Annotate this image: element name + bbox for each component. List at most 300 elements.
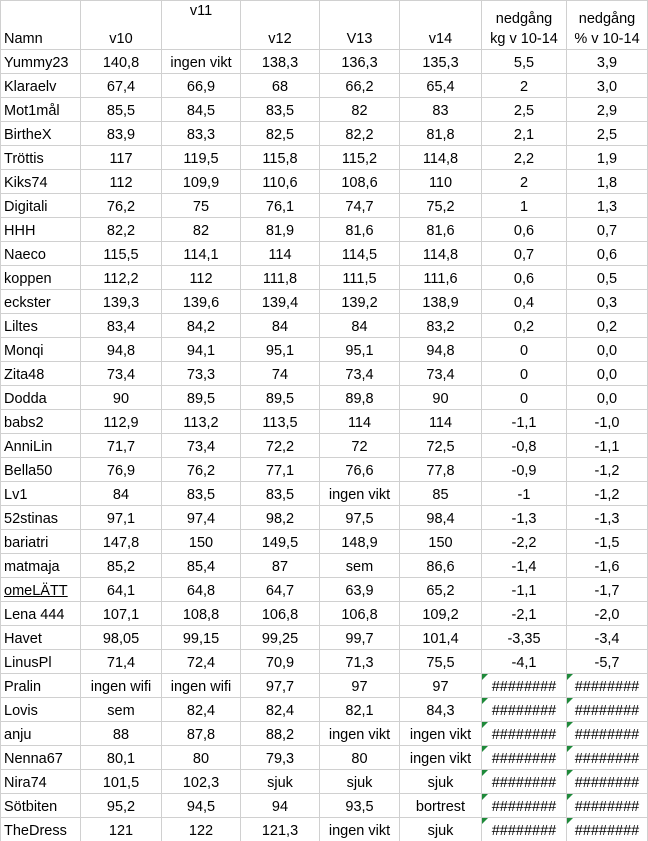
header-cell-kg[interactable] bbox=[482, 1, 567, 50]
cell-v14[interactable]: 85 bbox=[400, 482, 482, 506]
cell-v11[interactable]: 139,6 bbox=[162, 290, 241, 314]
cell-v13[interactable]: 136,3 bbox=[320, 50, 400, 74]
cell-kg[interactable]: 2,5 bbox=[482, 98, 567, 122]
cell-v11[interactable]: 112 bbox=[162, 266, 241, 290]
cell-v14[interactable]: 75,2 bbox=[400, 194, 482, 218]
cell-v13[interactable]: sjuk bbox=[320, 770, 400, 794]
cell-kg[interactable]: 0 bbox=[482, 386, 567, 410]
cell-v10[interactable]: 76,2 bbox=[81, 194, 162, 218]
cell-v14[interactable]: 111,6 bbox=[400, 266, 482, 290]
cell-name[interactable]: babs2 bbox=[1, 410, 81, 434]
cell-v11[interactable]: 113,2 bbox=[162, 410, 241, 434]
cell-v13[interactable]: 111,5 bbox=[320, 266, 400, 290]
cell-v10[interactable]: 76,9 bbox=[81, 458, 162, 482]
cell-v14[interactable]: 77,8 bbox=[400, 458, 482, 482]
cell-v13[interactable]: 82,1 bbox=[320, 698, 400, 722]
cell-pct[interactable]: -1,2 bbox=[567, 458, 648, 482]
cell-v14[interactable]: 90 bbox=[400, 386, 482, 410]
cell-v14[interactable]: 73,4 bbox=[400, 362, 482, 386]
cell-v13[interactable]: ingen vikt bbox=[320, 482, 400, 506]
cell-v13[interactable]: 66,2 bbox=[320, 74, 400, 98]
cell-name[interactable]: 52stinas bbox=[1, 506, 81, 530]
cell-pct[interactable]: ######## bbox=[567, 674, 648, 698]
cell-v13[interactable]: 89,8 bbox=[320, 386, 400, 410]
cell-kg[interactable]: 2 bbox=[482, 170, 567, 194]
cell-kg[interactable]: 2,2 bbox=[482, 146, 567, 170]
cell-name[interactable]: matmaja bbox=[1, 554, 81, 578]
table-row bbox=[1, 170, 648, 194]
cell-pct[interactable]: 0,0 bbox=[567, 386, 648, 410]
cell-pct[interactable]: 0,5 bbox=[567, 266, 648, 290]
table-row bbox=[1, 746, 648, 770]
cell-name[interactable]: Lena 444 bbox=[1, 602, 81, 626]
cell-v11[interactable]: ingen vikt bbox=[162, 50, 241, 74]
table-row bbox=[1, 194, 648, 218]
cell-name[interactable]: Sötbiten bbox=[1, 794, 81, 818]
table-row bbox=[1, 50, 648, 74]
cell-v13[interactable]: 72 bbox=[320, 434, 400, 458]
cell-name[interactable]: Tröttis bbox=[1, 146, 81, 170]
cell-kg[interactable]: 0,4 bbox=[482, 290, 567, 314]
cell-v13[interactable]: 108,6 bbox=[320, 170, 400, 194]
table-row bbox=[1, 434, 648, 458]
table-row bbox=[1, 506, 648, 530]
table-row bbox=[1, 722, 648, 746]
header-cell-v14[interactable]: v14 bbox=[400, 1, 482, 50]
cell-pct[interactable]: ######## bbox=[567, 698, 648, 722]
cell-v12[interactable]: 111,8 bbox=[241, 266, 320, 290]
cell-name[interactable] bbox=[1, 578, 81, 602]
cell-kg[interactable]: 0 bbox=[482, 338, 567, 362]
cell-name[interactable]: Nira74 bbox=[1, 770, 81, 794]
cell-v11[interactable]: 66,9 bbox=[162, 74, 241, 98]
cell-name[interactable]: Havet bbox=[1, 626, 81, 650]
header-cell-pct[interactable] bbox=[567, 1, 648, 50]
header-cell-v10[interactable]: v10 bbox=[81, 1, 162, 50]
table-row bbox=[1, 266, 648, 290]
cell-v14[interactable]: 150 bbox=[400, 530, 482, 554]
cell-v13[interactable]: 63,9 bbox=[320, 578, 400, 602]
cell-kg[interactable]: -1 bbox=[482, 482, 567, 506]
cell-v12[interactable]: 149,5 bbox=[241, 530, 320, 554]
cell-kg[interactable]: -1,3 bbox=[482, 506, 567, 530]
cell-v11[interactable]: 94,1 bbox=[162, 338, 241, 362]
cell-kg[interactable]: ######## bbox=[482, 674, 567, 698]
cell-pct[interactable]: 3,0 bbox=[567, 74, 648, 98]
cell-v10[interactable]: 85,5 bbox=[81, 98, 162, 122]
cell-v14[interactable]: bortrest bbox=[400, 794, 482, 818]
cell-pct[interactable]: 3,9 bbox=[567, 50, 648, 74]
cell-v12[interactable]: 81,9 bbox=[241, 218, 320, 242]
cell-v13[interactable]: 115,2 bbox=[320, 146, 400, 170]
cell-name[interactable]: Dodda bbox=[1, 386, 81, 410]
cell-v12[interactable]: 110,6 bbox=[241, 170, 320, 194]
cell-v10[interactable]: 98,05 bbox=[81, 626, 162, 650]
cell-v10[interactable]: 139,3 bbox=[81, 290, 162, 314]
cell-v11[interactable]: 72,4 bbox=[162, 650, 241, 674]
cell-v14[interactable]: 98,4 bbox=[400, 506, 482, 530]
cell-kg[interactable]: ######## bbox=[482, 794, 567, 818]
cell-v11[interactable]: 84,5 bbox=[162, 98, 241, 122]
cell-name[interactable]: Mot1mål bbox=[1, 98, 81, 122]
cell-v14[interactable]: 81,8 bbox=[400, 122, 482, 146]
cell-pct[interactable]: -1,2 bbox=[567, 482, 648, 506]
cell-v13[interactable]: 93,5 bbox=[320, 794, 400, 818]
cell-v11[interactable]: 114,1 bbox=[162, 242, 241, 266]
cell-v11[interactable]: 150 bbox=[162, 530, 241, 554]
cell-name[interactable]: bariatri bbox=[1, 530, 81, 554]
cell-v13[interactable]: 97,5 bbox=[320, 506, 400, 530]
cell-v12[interactable]: 138,3 bbox=[241, 50, 320, 74]
cell-v13[interactable]: 148,9 bbox=[320, 530, 400, 554]
cell-pct[interactable]: ######## bbox=[567, 818, 648, 841]
cell-v14[interactable]: 75,5 bbox=[400, 650, 482, 674]
cell-v13[interactable]: 71,3 bbox=[320, 650, 400, 674]
cell-v12[interactable]: 68 bbox=[241, 74, 320, 98]
cell-v14[interactable]: 114 bbox=[400, 410, 482, 434]
cell-name[interactable]: Yummy23 bbox=[1, 50, 81, 74]
cell-v13[interactable]: 139,2 bbox=[320, 290, 400, 314]
cell-v12[interactable]: 83,5 bbox=[241, 482, 320, 506]
cell-v10[interactable]: 94,8 bbox=[81, 338, 162, 362]
cell-pct[interactable]: ######## bbox=[567, 794, 648, 818]
cell-v11[interactable]: 82 bbox=[162, 218, 241, 242]
header-cell-v11[interactable]: v11 bbox=[162, 1, 241, 50]
cell-v13[interactable]: 114,5 bbox=[320, 242, 400, 266]
cell-v13[interactable]: 80 bbox=[320, 746, 400, 770]
cell-pct[interactable]: -1,7 bbox=[567, 578, 648, 602]
cell-v13[interactable]: 95,1 bbox=[320, 338, 400, 362]
cell-v11[interactable]: ingen wifi bbox=[162, 674, 241, 698]
cell-v10[interactable]: 107,1 bbox=[81, 602, 162, 626]
cell-pct[interactable]: 1,3 bbox=[567, 194, 648, 218]
cell-v14[interactable]: 65,4 bbox=[400, 74, 482, 98]
cell-name[interactable]: eckster bbox=[1, 290, 81, 314]
cell-kg[interactable]: 0,7 bbox=[482, 242, 567, 266]
cell-name[interactable]: Liltes bbox=[1, 314, 81, 338]
cell-v11[interactable]: 99,15 bbox=[162, 626, 241, 650]
cell-v11[interactable]: 119,5 bbox=[162, 146, 241, 170]
cell-v10[interactable]: 95,2 bbox=[81, 794, 162, 818]
table-row bbox=[1, 410, 648, 434]
cell-v12[interactable]: 82,5 bbox=[241, 122, 320, 146]
cell-v10[interactable]: 67,4 bbox=[81, 74, 162, 98]
cell-v11[interactable]: 76,2 bbox=[162, 458, 241, 482]
cell-pct[interactable]: 0,2 bbox=[567, 314, 648, 338]
cell-pct[interactable]: -3,4 bbox=[567, 626, 648, 650]
cell-v12[interactable]: 76,1 bbox=[241, 194, 320, 218]
cell-name[interactable]: Digitali bbox=[1, 194, 81, 218]
cell-pct[interactable]: ######## bbox=[567, 722, 648, 746]
table-row bbox=[1, 314, 648, 338]
cell-v11[interactable]: 64,8 bbox=[162, 578, 241, 602]
cell-name[interactable]: Monqi bbox=[1, 338, 81, 362]
cell-name[interactable]: Bella50 bbox=[1, 458, 81, 482]
cell-kg[interactable]: 0 bbox=[482, 362, 567, 386]
cell-pct[interactable]: 2,9 bbox=[567, 98, 648, 122]
cell-v10[interactable]: 112,9 bbox=[81, 410, 162, 434]
cell-v11[interactable]: 97,4 bbox=[162, 506, 241, 530]
cell-v10[interactable]: 117 bbox=[81, 146, 162, 170]
cell-v10[interactable]: 90 bbox=[81, 386, 162, 410]
cell-v11[interactable]: 87,8 bbox=[162, 722, 241, 746]
cell-pct[interactable]: ######## bbox=[567, 770, 648, 794]
header-pct-line2: % v 10-14 bbox=[574, 31, 640, 47]
cell-v14[interactable]: 81,6 bbox=[400, 218, 482, 242]
table-row bbox=[1, 578, 648, 602]
table-row bbox=[1, 602, 648, 626]
cell-v12[interactable]: 83,5 bbox=[241, 98, 320, 122]
cell-v11[interactable]: 84,2 bbox=[162, 314, 241, 338]
cell-v11[interactable]: 73,4 bbox=[162, 434, 241, 458]
cell-v10[interactable]: 112 bbox=[81, 170, 162, 194]
cell-v13[interactable]: 73,4 bbox=[320, 362, 400, 386]
cell-pct[interactable]: 1,8 bbox=[567, 170, 648, 194]
cell-kg[interactable]: 2,1 bbox=[482, 122, 567, 146]
cell-kg[interactable]: -2,2 bbox=[482, 530, 567, 554]
cell-v13[interactable]: ingen vikt bbox=[320, 722, 400, 746]
cell-v10[interactable]: 73,4 bbox=[81, 362, 162, 386]
cell-name[interactable]: Nenna67 bbox=[1, 746, 81, 770]
cell-kg[interactable]: -1,1 bbox=[482, 578, 567, 602]
header-kg-line1: nedgång bbox=[495, 11, 553, 27]
cell-name[interactable]: Zita48 bbox=[1, 362, 81, 386]
table-row bbox=[1, 818, 648, 841]
table-row bbox=[1, 290, 648, 314]
cell-v14[interactable]: sjuk bbox=[400, 818, 482, 841]
cell-kg[interactable]: -4,1 bbox=[482, 650, 567, 674]
cell-kg[interactable]: 0,2 bbox=[482, 314, 567, 338]
cell-v13[interactable]: 114 bbox=[320, 410, 400, 434]
cell-v13[interactable]: sem bbox=[320, 554, 400, 578]
cell-v13[interactable]: 97 bbox=[320, 674, 400, 698]
cell-v12[interactable]: 113,5 bbox=[241, 410, 320, 434]
cell-name[interactable]: HHH bbox=[1, 218, 81, 242]
cell-pct[interactable]: -5,7 bbox=[567, 650, 648, 674]
cell-pct[interactable]: 1,9 bbox=[567, 146, 648, 170]
cell-name[interactable]: anju bbox=[1, 722, 81, 746]
cell-kg[interactable]: -2,1 bbox=[482, 602, 567, 626]
cell-v14[interactable]: 83,2 bbox=[400, 314, 482, 338]
cell-v11[interactable]: 94,5 bbox=[162, 794, 241, 818]
cell-pct[interactable]: 0,3 bbox=[567, 290, 648, 314]
cell-pct[interactable]: -1,5 bbox=[567, 530, 648, 554]
cell-v14[interactable]: 135,3 bbox=[400, 50, 482, 74]
cell-kg[interactable]: 1 bbox=[482, 194, 567, 218]
cell-v11[interactable]: 89,5 bbox=[162, 386, 241, 410]
cell-v11[interactable]: 102,3 bbox=[162, 770, 241, 794]
cell-kg[interactable]: -1,1 bbox=[482, 410, 567, 434]
cell-v13[interactable]: 74,7 bbox=[320, 194, 400, 218]
cell-v12[interactable]: 84 bbox=[241, 314, 320, 338]
cell-v12[interactable]: 64,7 bbox=[241, 578, 320, 602]
cell-v14[interactable]: 83 bbox=[400, 98, 482, 122]
cell-v14[interactable]: 101,4 bbox=[400, 626, 482, 650]
cell-v12[interactable]: 72,2 bbox=[241, 434, 320, 458]
cell-v14[interactable]: sjuk bbox=[400, 770, 482, 794]
cell-v11[interactable]: 80 bbox=[162, 746, 241, 770]
cell-v11[interactable]: 73,3 bbox=[162, 362, 241, 386]
cell-v13[interactable]: 81,6 bbox=[320, 218, 400, 242]
cell-kg[interactable]: -0,9 bbox=[482, 458, 567, 482]
cell-v10[interactable]: 112,2 bbox=[81, 266, 162, 290]
cell-name[interactable]: Pralin bbox=[1, 674, 81, 698]
table-row bbox=[1, 74, 648, 98]
cell-name[interactable]: Lv1 bbox=[1, 482, 81, 506]
cell-name[interactable]: Lovis bbox=[1, 698, 81, 722]
cell-v11[interactable]: 122 bbox=[162, 818, 241, 841]
cell-v12[interactable]: 89,5 bbox=[241, 386, 320, 410]
cell-pct[interactable]: 0,0 bbox=[567, 338, 648, 362]
table-row bbox=[1, 698, 648, 722]
cell-pct[interactable]: -1,6 bbox=[567, 554, 648, 578]
cell-name[interactable]: Naeco bbox=[1, 242, 81, 266]
table-row bbox=[1, 794, 648, 818]
cell-v11[interactable]: 108,8 bbox=[162, 602, 241, 626]
cell-pct[interactable]: 2,5 bbox=[567, 122, 648, 146]
cell-name[interactable]: koppen bbox=[1, 266, 81, 290]
cell-v12[interactable]: 115,8 bbox=[241, 146, 320, 170]
cell-pct[interactable]: -1,3 bbox=[567, 506, 648, 530]
cell-v10[interactable]: 88 bbox=[81, 722, 162, 746]
cell-v12[interactable]: sjuk bbox=[241, 770, 320, 794]
cell-v10[interactable]: ingen wifi bbox=[81, 674, 162, 698]
cell-v10[interactable]: 85,2 bbox=[81, 554, 162, 578]
cell-v13[interactable]: 82,2 bbox=[320, 122, 400, 146]
cell-v14[interactable]: ingen vikt bbox=[400, 722, 482, 746]
cell-v13[interactable]: 99,7 bbox=[320, 626, 400, 650]
cell-pct[interactable]: 0,0 bbox=[567, 362, 648, 386]
cell-name[interactable]: Klaraelv bbox=[1, 74, 81, 98]
cell-v12[interactable]: 70,9 bbox=[241, 650, 320, 674]
cell-v14[interactable]: 72,5 bbox=[400, 434, 482, 458]
cell-name[interactable]: BirtheX bbox=[1, 122, 81, 146]
cell-v12[interactable]: 77,1 bbox=[241, 458, 320, 482]
table-row bbox=[1, 674, 648, 698]
cell-v10[interactable]: 121 bbox=[81, 818, 162, 841]
cell-v10[interactable]: 115,5 bbox=[81, 242, 162, 266]
cell-kg[interactable]: 5,5 bbox=[482, 50, 567, 74]
cell-v10[interactable]: 147,8 bbox=[81, 530, 162, 554]
table-row bbox=[1, 554, 648, 578]
cell-kg[interactable]: ######## bbox=[482, 746, 567, 770]
cell-v11[interactable]: 85,4 bbox=[162, 554, 241, 578]
table-row bbox=[1, 626, 648, 650]
cell-name[interactable]: LinusPl bbox=[1, 650, 81, 674]
cell-v12[interactable]: 139,4 bbox=[241, 290, 320, 314]
cell-v14[interactable]: 94,8 bbox=[400, 338, 482, 362]
cell-v10[interactable]: 83,4 bbox=[81, 314, 162, 338]
cell-name[interactable]: AnniLin bbox=[1, 434, 81, 458]
cell-v12[interactable]: 94 bbox=[241, 794, 320, 818]
cell-v10[interactable]: 140,8 bbox=[81, 50, 162, 74]
cell-pct[interactable]: -1,1 bbox=[567, 434, 648, 458]
header-cell-v12[interactable]: v12 bbox=[241, 1, 320, 50]
cell-v10[interactable]: 83,9 bbox=[81, 122, 162, 146]
cell-v10[interactable]: sem bbox=[81, 698, 162, 722]
cell-v12[interactable]: 88,2 bbox=[241, 722, 320, 746]
cell-kg[interactable]: ######## bbox=[482, 818, 567, 841]
cell-v11[interactable]: 83,5 bbox=[162, 482, 241, 506]
cell-v13[interactable]: 82 bbox=[320, 98, 400, 122]
cell-v12[interactable]: 98,2 bbox=[241, 506, 320, 530]
cell-v14[interactable]: 110 bbox=[400, 170, 482, 194]
table-row bbox=[1, 458, 648, 482]
cell-v11[interactable]: 83,3 bbox=[162, 122, 241, 146]
cell-pct[interactable]: 0,7 bbox=[567, 218, 648, 242]
cell-kg[interactable]: -3,35 bbox=[482, 626, 567, 650]
cell-v14[interactable]: 86,6 bbox=[400, 554, 482, 578]
cell-kg[interactable]: ######## bbox=[482, 722, 567, 746]
header-cell-name[interactable]: Namn bbox=[1, 1, 81, 50]
cell-kg[interactable]: 0,6 bbox=[482, 266, 567, 290]
cell-v10[interactable]: 82,2 bbox=[81, 218, 162, 242]
cell-v13[interactable]: 84 bbox=[320, 314, 400, 338]
cell-v14[interactable]: 114,8 bbox=[400, 146, 482, 170]
cell-pct[interactable]: -2,0 bbox=[567, 602, 648, 626]
cell-v13[interactable]: 106,8 bbox=[320, 602, 400, 626]
cell-v14[interactable]: 84,3 bbox=[400, 698, 482, 722]
table-row bbox=[1, 122, 648, 146]
cell-v10[interactable]: 101,5 bbox=[81, 770, 162, 794]
table-row bbox=[1, 218, 648, 242]
cell-v10[interactable]: 97,1 bbox=[81, 506, 162, 530]
cell-v14[interactable]: 97 bbox=[400, 674, 482, 698]
cell-v11[interactable]: 75 bbox=[162, 194, 241, 218]
cell-v11[interactable]: 109,9 bbox=[162, 170, 241, 194]
cell-v14[interactable]: ingen vikt bbox=[400, 746, 482, 770]
cell-v11[interactable]: 82,4 bbox=[162, 698, 241, 722]
table-row bbox=[1, 650, 648, 674]
cell-v12[interactable]: 121,3 bbox=[241, 818, 320, 841]
cell-kg[interactable]: -0,8 bbox=[482, 434, 567, 458]
cell-v14[interactable]: 65,2 bbox=[400, 578, 482, 602]
cell-kg[interactable]: 2 bbox=[482, 74, 567, 98]
cell-v10[interactable]: 84 bbox=[81, 482, 162, 506]
cell-name[interactable]: TheDress bbox=[1, 818, 81, 841]
cell-v12[interactable]: 79,3 bbox=[241, 746, 320, 770]
cell-v12[interactable]: 106,8 bbox=[241, 602, 320, 626]
cell-name[interactable]: Kiks74 bbox=[1, 170, 81, 194]
cell-v12[interactable]: 74 bbox=[241, 362, 320, 386]
table-row bbox=[1, 362, 648, 386]
cell-kg[interactable]: ######## bbox=[482, 698, 567, 722]
cell-v12[interactable]: 95,1 bbox=[241, 338, 320, 362]
cell-kg[interactable]: -1,4 bbox=[482, 554, 567, 578]
cell-v14[interactable]: 114,8 bbox=[400, 242, 482, 266]
table-row bbox=[1, 242, 648, 266]
cell-v14[interactable]: 138,9 bbox=[400, 290, 482, 314]
cell-v10[interactable]: 71,7 bbox=[81, 434, 162, 458]
cell-v12[interactable]: 97,7 bbox=[241, 674, 320, 698]
cell-v10[interactable]: 71,4 bbox=[81, 650, 162, 674]
cell-pct[interactable]: -1,0 bbox=[567, 410, 648, 434]
cell-pct[interactable]: ######## bbox=[567, 746, 648, 770]
cell-v13[interactable]: ingen vikt bbox=[320, 818, 400, 841]
cell-v12[interactable]: 99,25 bbox=[241, 626, 320, 650]
cell-v10[interactable]: 80,1 bbox=[81, 746, 162, 770]
header-cell-v13[interactable]: V13 bbox=[320, 1, 400, 50]
cell-v13[interactable]: 76,6 bbox=[320, 458, 400, 482]
cell-kg[interactable]: 0,6 bbox=[482, 218, 567, 242]
cell-v14[interactable]: 109,2 bbox=[400, 602, 482, 626]
cell-pct[interactable]: 0,6 bbox=[567, 242, 648, 266]
cell-v12[interactable]: 87 bbox=[241, 554, 320, 578]
cell-v12[interactable]: 114 bbox=[241, 242, 320, 266]
cell-kg[interactable]: ######## bbox=[482, 770, 567, 794]
cell-v10[interactable]: 64,1 bbox=[81, 578, 162, 602]
cell-v12[interactable]: 82,4 bbox=[241, 698, 320, 722]
